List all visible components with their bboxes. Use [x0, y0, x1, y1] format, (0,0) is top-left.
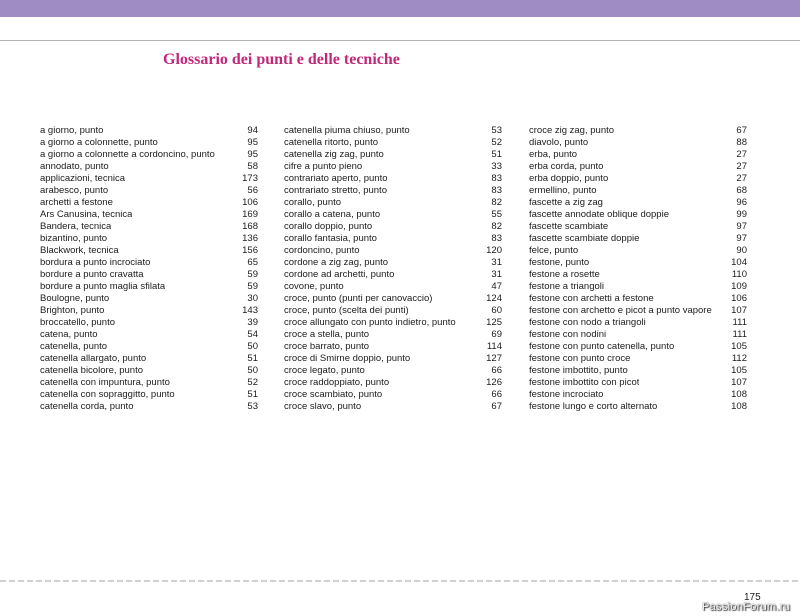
- glossary-entry: [284, 329, 502, 341]
- glossary-entry: [40, 377, 258, 389]
- entry-term: a giorno, punto: [40, 125, 104, 136]
- entry-page-number: 111: [732, 317, 747, 328]
- glossary-entry: [40, 317, 258, 329]
- header-band: [0, 0, 800, 17]
- entry-term: contrariato aperto, punto: [284, 173, 388, 184]
- glossary-entry: [529, 341, 747, 353]
- glossary-entry: [529, 317, 747, 329]
- entry-term: festone imbottito, punto: [529, 365, 628, 376]
- glossary-entry: [40, 293, 258, 305]
- entry-page-number: 31: [491, 269, 502, 280]
- glossary-entry: [40, 401, 258, 413]
- glossary-entry: [284, 209, 502, 221]
- entry-page-number: 126: [486, 377, 502, 388]
- entry-term: erba corda, punto: [529, 161, 604, 172]
- entry-page-number: 97: [736, 221, 747, 232]
- glossary-entry: [529, 185, 747, 197]
- entry-page-number: 51: [491, 149, 502, 160]
- entry-term: festone con archetto e picot a punto vapore: [529, 305, 712, 316]
- entry-term: erba, punto: [529, 149, 578, 160]
- entry-page-number: 143: [242, 305, 258, 316]
- entry-term: Bandera, tecnica: [40, 221, 112, 232]
- header-rule: [0, 40, 800, 41]
- entry-term: archetti a festone: [40, 197, 113, 208]
- entry-page-number: 69: [491, 329, 502, 340]
- glossary-entry: [40, 353, 258, 365]
- glossary-entry: [40, 245, 258, 257]
- glossary-entry: [529, 209, 747, 221]
- entry-page-number: 83: [491, 185, 502, 196]
- page-number: 175: [744, 592, 761, 603]
- entry-page-number: 33: [491, 161, 502, 172]
- entry-term: bordure a punto cravatta: [40, 269, 144, 280]
- entry-term: applicazioni, tecnica: [40, 173, 126, 184]
- watermark: PassionForum.ru: [702, 601, 791, 613]
- entry-page-number: 50: [247, 365, 258, 376]
- entry-page-number: 27: [736, 149, 747, 160]
- entry-term: arabesco, punto: [40, 185, 109, 196]
- entry-page-number: 52: [491, 137, 502, 148]
- entry-term: catenella zig zag, punto: [284, 149, 384, 160]
- entry-term: festone con punto croce: [529, 353, 631, 364]
- entry-term: catenella corda, punto: [40, 401, 134, 412]
- entry-page-number: 83: [491, 173, 502, 184]
- entry-term: fascette scambiate: [529, 221, 609, 232]
- glossary-entry: [284, 137, 502, 149]
- entry-page-number: 112: [731, 353, 747, 364]
- entry-page-number: 106: [731, 293, 747, 304]
- entry-term: cordone ad archetti, punto: [284, 269, 395, 280]
- glossary-entry: [529, 245, 747, 257]
- entry-page-number: 107: [731, 305, 747, 316]
- glossary-entry: [284, 365, 502, 377]
- entry-term: ermellino, punto: [529, 185, 597, 196]
- entry-term: festone a triangoli: [529, 281, 604, 292]
- entry-term: a giorno a colonnette a cordoncino, punto: [40, 149, 215, 160]
- glossary-entry: [40, 173, 258, 185]
- glossary-entry: [40, 329, 258, 341]
- entry-page-number: 60: [491, 305, 502, 316]
- entry-page-number: 108: [731, 401, 747, 412]
- entry-page-number: 50: [247, 341, 258, 352]
- entry-page-number: 104: [731, 257, 747, 268]
- entry-page-number: 106: [242, 197, 258, 208]
- entry-page-number: 30: [247, 293, 258, 304]
- page-title: Glossario dei punti e delle tecniche: [163, 51, 400, 68]
- glossary-entry: [529, 377, 747, 389]
- entry-term: festone lungo e corto alternato: [529, 401, 658, 412]
- entry-page-number: 88: [736, 137, 747, 148]
- entry-page-number: 169: [242, 209, 258, 220]
- entry-page-number: 68: [736, 185, 747, 196]
- glossary-entry: [284, 245, 502, 257]
- entry-term: catenella bicolore, punto: [40, 365, 143, 376]
- entry-term: corallo, punto: [284, 197, 342, 208]
- glossary-entry: [284, 173, 502, 185]
- entry-page-number: 67: [736, 125, 747, 136]
- entry-term: croce zig zag, punto: [529, 125, 615, 136]
- entry-page-number: 66: [491, 365, 502, 376]
- entry-page-number: 105: [731, 365, 747, 376]
- glossary-entry: [40, 281, 258, 293]
- glossary-entry: [284, 185, 502, 197]
- glossary-entry: [40, 221, 258, 233]
- glossary-entry: [284, 377, 502, 389]
- glossary-entry: [529, 149, 747, 161]
- entry-page-number: 58: [247, 161, 258, 172]
- glossary-entry: [529, 269, 747, 281]
- entry-page-number: 66: [491, 389, 502, 400]
- entry-page-number: 27: [736, 173, 747, 184]
- glossary-entry: [529, 257, 747, 269]
- glossary-entry: [284, 257, 502, 269]
- entry-term: diavolo, punto: [529, 137, 589, 148]
- entry-term: erba doppio, punto: [529, 173, 609, 184]
- glossary-entry: [40, 185, 258, 197]
- entry-term: catena, punto: [40, 329, 98, 340]
- entry-term: cifre a punto pieno: [284, 161, 363, 172]
- entry-term: bordure a punto maglia sfilata: [40, 281, 166, 292]
- entry-term: catenella piuma chiuso, punto: [284, 125, 410, 136]
- entry-page-number: 125: [486, 317, 502, 328]
- entry-page-number: 54: [247, 329, 258, 340]
- glossary-entry: [40, 269, 258, 281]
- entry-page-number: 95: [247, 149, 258, 160]
- glossary-entry: [40, 209, 258, 221]
- glossary-entry: [529, 125, 747, 137]
- entry-page-number: 53: [491, 125, 502, 136]
- glossary-entry: [40, 365, 258, 377]
- glossary-entry: [40, 149, 258, 161]
- entry-term: catenella con sopraggitto, punto: [40, 389, 175, 400]
- entry-page-number: 156: [242, 245, 258, 256]
- entry-term: croce scambiato, punto: [284, 389, 383, 400]
- entry-term: croce di Smirne doppio, punto: [284, 353, 411, 364]
- glossary-entry: [529, 329, 747, 341]
- glossary-entry: [284, 233, 502, 245]
- glossary-entry: [529, 161, 747, 173]
- glossary-entry: [284, 317, 502, 329]
- glossary-entry: [40, 137, 258, 149]
- entry-page-number: 52: [247, 377, 258, 388]
- entry-page-number: 65: [247, 257, 258, 268]
- glossary-entry: [529, 197, 747, 209]
- glossary-entry: [284, 389, 502, 401]
- entry-page-number: 82: [491, 197, 502, 208]
- glossary-entry: [284, 149, 502, 161]
- entry-term: catenella con impuntura, punto: [40, 377, 170, 388]
- glossary-entry: [529, 401, 747, 413]
- glossary-entry: [284, 341, 502, 353]
- entry-term: Brighton, punto: [40, 305, 105, 316]
- glossary-entry: [284, 401, 502, 413]
- glossary-entry: [529, 233, 747, 245]
- entry-term: cordone a zig zag, punto: [284, 257, 389, 268]
- entry-page-number: 111: [732, 329, 747, 340]
- glossary-entry: [40, 305, 258, 317]
- entry-page-number: 59: [247, 269, 258, 280]
- glossary-column-1: [40, 125, 258, 413]
- entry-term: contrariato stretto, punto: [284, 185, 387, 196]
- entry-term: fascette a zig zag: [529, 197, 603, 208]
- entry-term: a giorno a colonnette, punto: [40, 137, 158, 148]
- entry-term: annodato, punto: [40, 161, 109, 172]
- entry-page-number: 55: [491, 209, 502, 220]
- entry-page-number: 127: [486, 353, 502, 364]
- glossary-entry: [40, 341, 258, 353]
- glossary-column-3: [529, 125, 747, 413]
- glossary-entry: [284, 221, 502, 233]
- glossary-entry: [284, 269, 502, 281]
- entry-page-number: 124: [486, 293, 502, 304]
- entry-page-number: 108: [731, 389, 747, 400]
- glossary-entry: [529, 353, 747, 365]
- glossary-column-2: [284, 125, 502, 413]
- entry-term: Ars Canusina, tecnica: [40, 209, 133, 220]
- glossary-entry: [40, 161, 258, 173]
- entry-term: festone, punto: [529, 257, 590, 268]
- glossary-entry: [529, 365, 747, 377]
- entry-page-number: 97: [736, 233, 747, 244]
- entry-term: corallo doppio, punto: [284, 221, 373, 232]
- entry-term: corallo a catena, punto: [284, 209, 381, 220]
- entry-term: covone, punto: [284, 281, 344, 292]
- entry-term: catenella ritorto, punto: [284, 137, 379, 148]
- entry-term: felce, punto: [529, 245, 579, 256]
- entry-term: croce allungato con punto indietro, punto: [284, 317, 456, 328]
- glossary-entry: [529, 221, 747, 233]
- entry-page-number: 56: [247, 185, 258, 196]
- entry-page-number: 59: [247, 281, 258, 292]
- entry-term: catenella allargato, punto: [40, 353, 147, 364]
- entry-page-number: 114: [486, 341, 502, 352]
- entry-page-number: 99: [736, 209, 747, 220]
- entry-page-number: 107: [731, 377, 747, 388]
- entry-page-number: 90: [736, 245, 747, 256]
- entry-term: croce slavo, punto: [284, 401, 362, 412]
- entry-page-number: 51: [247, 353, 258, 364]
- entry-page-number: 83: [491, 233, 502, 244]
- glossary-entry: [40, 233, 258, 245]
- entry-term: festone con archetti a festone: [529, 293, 654, 304]
- entry-term: croce a stella, punto: [284, 329, 370, 340]
- glossary-entry: [284, 353, 502, 365]
- entry-page-number: 82: [491, 221, 502, 232]
- entry-page-number: 120: [486, 245, 502, 256]
- entry-page-number: 31: [491, 257, 502, 268]
- glossary-entry: [284, 281, 502, 293]
- glossary-entry: [284, 293, 502, 305]
- glossary-entry: [40, 125, 258, 137]
- entry-term: catenella, punto: [40, 341, 108, 352]
- footer-dashed-rule: [0, 580, 800, 582]
- entry-term: festone a rosette: [529, 269, 600, 280]
- entry-page-number: 96: [736, 197, 747, 208]
- entry-page-number: 67: [491, 401, 502, 412]
- glossary-entry: [529, 137, 747, 149]
- glossary-entry: [40, 389, 258, 401]
- entry-page-number: 53: [247, 401, 258, 412]
- glossary-entry: [284, 161, 502, 173]
- glossary-entry: [529, 173, 747, 185]
- entry-term: Boulogne, punto: [40, 293, 110, 304]
- entry-term: Blackwork, tecnica: [40, 245, 119, 256]
- entry-term: croce raddoppiato, punto: [284, 377, 390, 388]
- entry-term: festone con nodini: [529, 329, 607, 340]
- entry-term: fascette annodate oblique doppie: [529, 209, 669, 220]
- entry-term: croce barrato, punto: [284, 341, 370, 352]
- entry-page-number: 51: [247, 389, 258, 400]
- entry-page-number: 39: [247, 317, 258, 328]
- glossary-entry: [529, 389, 747, 401]
- glossary-entry: [40, 257, 258, 269]
- entry-term: bordura a punto incrociato: [40, 257, 151, 268]
- entry-term: festone incrociato: [529, 389, 604, 400]
- entry-term: festone con punto catenella, punto: [529, 341, 675, 352]
- entry-page-number: 94: [247, 125, 258, 136]
- entry-term: croce legato, punto: [284, 365, 365, 376]
- entry-term: cordoncino, punto: [284, 245, 360, 256]
- entry-term: broccatello, punto: [40, 317, 115, 328]
- entry-page-number: 110: [731, 269, 747, 280]
- entry-page-number: 173: [242, 173, 258, 184]
- glossary-entry: [529, 281, 747, 293]
- entry-page-number: 168: [242, 221, 258, 232]
- entry-page-number: 95: [247, 137, 258, 148]
- entry-term: fascette scambiate doppie: [529, 233, 640, 244]
- entry-page-number: 27: [736, 161, 747, 172]
- entry-term: festone imbottito con picot: [529, 377, 640, 388]
- entry-term: corallo fantasia, punto: [284, 233, 377, 244]
- glossary-entry: [284, 197, 502, 209]
- entry-page-number: 109: [731, 281, 747, 292]
- glossary-entry: [40, 197, 258, 209]
- glossary-entry: [529, 293, 747, 305]
- glossary-entry: [529, 305, 747, 317]
- entry-term: bizantino, punto: [40, 233, 108, 244]
- entry-page-number: 136: [242, 233, 258, 244]
- glossary-entry: [284, 305, 502, 317]
- entry-term: croce, punto (scelta dei punti): [284, 305, 409, 316]
- entry-term: croce, punto (punti per canovaccio): [284, 293, 433, 304]
- entry-page-number: 105: [731, 341, 747, 352]
- entry-page-number: 47: [491, 281, 502, 292]
- glossary-entry: [284, 125, 502, 137]
- entry-term: festone con nodo a triangoli: [529, 317, 646, 328]
